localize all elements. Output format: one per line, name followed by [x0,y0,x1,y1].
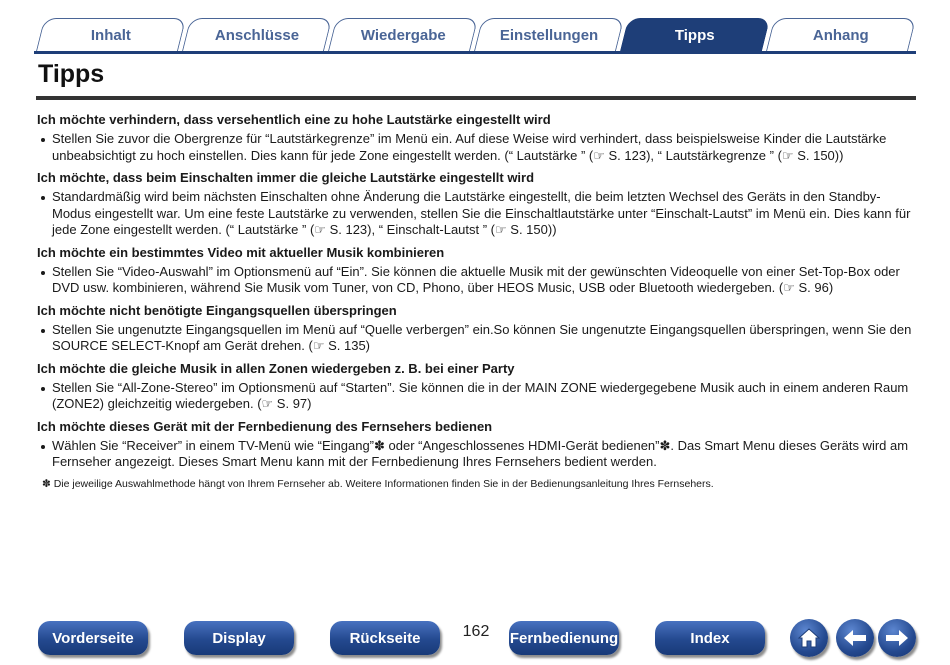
tip-section [37,419,917,471]
front-panel-button[interactable]: Vorderseite [38,621,148,655]
index-button[interactable]: Index [655,621,765,655]
tab-wiedergabe[interactable] [328,18,478,51]
title-divider [36,96,916,100]
tab-inhalt[interactable] [36,18,186,51]
tab-anhang[interactable] [766,18,916,51]
tip-heading: Ich möchte, dass beim Einschalten immer die gleiche Lautstärke eingestellt wird [37,170,535,185]
arrow-right-icon [884,628,910,648]
tip-section [37,303,917,355]
tip-text: Stellen Sie zuvor die Obergrenze für “Lautstärkegrenze” im Menü ein. Auf diese Weise wird verhindert, dass beispielsweise Kinder die Lautstärke unbeabsichtigt zu hoch einstellen. Dies kann für jede Zone eingestellt werden. (“ Lautstärke ” (☞ S. 123), “ Lautstärkegrenze ” (☞ S. 150)) [37,131,917,164]
tab-label: Inhalt [90,26,131,44]
page-title: Tipps [38,60,105,88]
tip-heading: Ich möchte die gleiche Musik in allen Zonen wiedergeben z. B. bei einer Party [37,360,515,376]
remote-control-button[interactable]: Fernbedienung [509,621,619,655]
forward-button[interactable] [878,619,916,657]
tab-label: Wiedergabe [360,26,446,44]
tip-heading: Ich möchte verhindern, dass versehentlich eine zu hohe Lautstärke eingestellt wird [37,112,551,127]
display-button[interactable]: Display [184,621,294,655]
tab-label: Tipps [675,26,715,44]
top-tab-bar [0,0,950,56]
tip-text: Stellen Sie ungenutzte Eingangsquellen im Menü auf “Quelle verbergen” ein.So können Sie ungenutzte Eingangsquellen überspringen, wenn Sie den SOURCE SELECT-Knopf am Gerät drehen. (☞ S. 135) [37,322,917,355]
tip-text: Stellen Sie “Video-Auswahl” im Optionsmenü auf “Ein”. Sie können die aktuelle Musik mit der gewünschten Videoquelle von einer Set-Top-Box oder DVD usw. kombinieren, während Sie Musik vom Tuner, von CD, Phono, über HEOS Music, USB oder Bluetooth wiedergeben. (☞ S. 96) [37,264,917,297]
tip-text: Wählen Sie “Receiver” in einem TV-Menü wie “Eingang”✽ oder “Angeschlossenes HDMI-Gerät bedienen”✽. Das Smart Menu dieses Geräts wird am Fernseher angezeigt. Dieses Smart Menu kann mit der Fernbedienung Ihres Fernsehers bedient werden. [37,438,917,471]
home-button[interactable] [790,619,828,657]
rear-panel-button[interactable]: Rückseite [330,621,440,655]
tip-heading: Ich möchte dieses Gerät mit der Fernbedienung des Fernsehers bedienen [37,418,493,434]
footnote: ✽ Die jeweilige Auswahlmethode hängt von Ihrem Fernseher ab. Weitere Informationen finden Sie in der Bedienungsanleitung Ihres Fernsehers. [42,477,714,490]
tab-label: Anhang [813,26,869,44]
back-button[interactable] [836,619,874,657]
tab-underline [34,51,916,54]
tip-text: Standardmäßig wird beim nächsten Einschalten ohne Änderung die Lautstärke eingestellt, die beim letzten Wechsel des Geräts in den Standby-Modus eingestellt war. Um eine feste Lautstärke zu verwenden, stellen Sie die Einschaltlautstärke unter “Einschalt-Lautst” im Menü ein. Dies kann für jede Zone eingestellt werden. (“ Lautstärke ” (☞ S. 123), “ Einschalt-Lautst ” (☞ S. 150)) [37,189,917,239]
tips-content [37,112,917,491]
tab-label: Einstellungen [499,26,599,44]
tip-section [37,112,917,164]
tip-text: Stellen Sie “All-Zone-Stereo” im Optionsmenü auf “Starten”. Sie können die in der MAIN ZONE wiedergegebene Musik auch in einem anderen Raum (ZONE2) gleichzeitig wiedergeben. (☞ S. 97) [37,380,917,413]
home-icon [797,627,821,649]
tip-heading: Ich möchte nicht benötigte Eingangsquellen überspringen [37,302,397,318]
tab-tipps[interactable] [620,18,770,51]
tip-heading: Ich möchte ein bestimmtes Video mit aktueller Musik kombinieren [37,244,445,260]
page-number: 162 [462,623,490,640]
tip-section [37,361,917,413]
tip-section [37,170,917,239]
tab-anschluesse[interactable] [182,18,332,51]
tip-section [37,245,917,297]
tab-label: Anschlüsse [214,26,300,44]
tab-einstellungen[interactable] [474,18,624,51]
arrow-left-icon [842,628,868,648]
